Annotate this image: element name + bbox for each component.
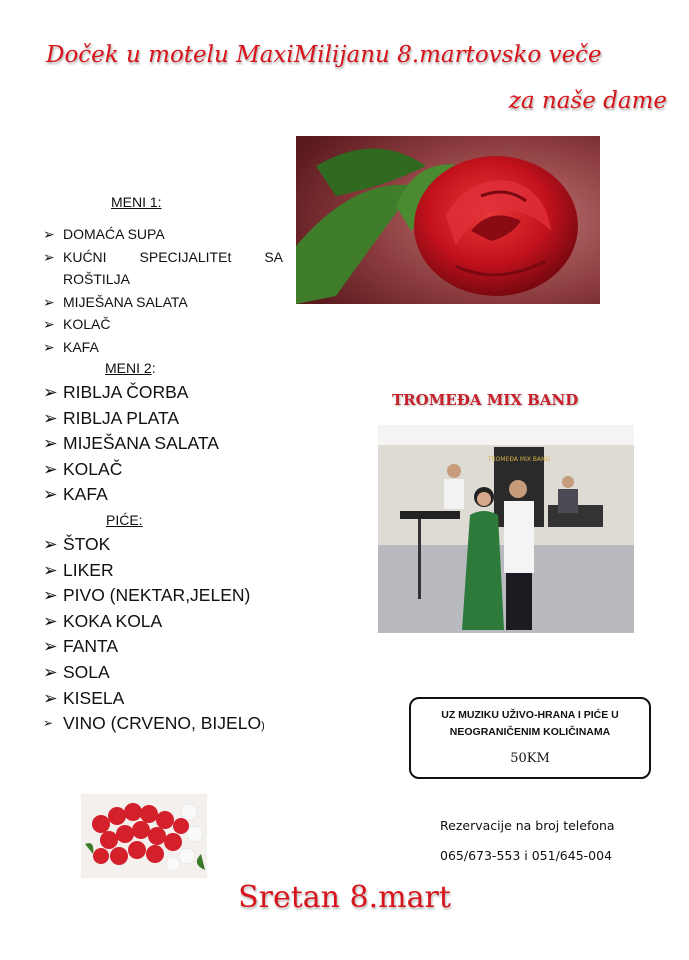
list-item: ➢ MIJEŠANA SALATA (43, 431, 219, 457)
offer-line1: UZ MUZIKU UŽIVO-HRANA I PIĆE U (441, 709, 619, 721)
bouquet-photo (81, 794, 207, 878)
list-item: ➢ KOKA KOLA (43, 609, 265, 635)
page-subtitle: za naše dame (508, 88, 667, 114)
arrow-bullet-icon: ➢ (43, 661, 58, 682)
arrow-bullet-icon: ➢ (43, 458, 58, 479)
reservation-label: Rezervacije na broj telefona (440, 818, 615, 833)
list-item: ➢ FANTA (43, 634, 265, 660)
arrow-bullet-icon: ➢ (43, 338, 55, 355)
arrow-bullet-icon: ➢ (43, 407, 58, 428)
arrow-bullet-icon: ➢ (43, 585, 58, 606)
arrow-bullet-icon: ➢ (43, 610, 58, 631)
menu2-heading: MENI 2: (105, 360, 156, 376)
offer-price: 50KM (510, 751, 550, 766)
arrow-bullet-icon: ➢ (43, 248, 55, 265)
list-item: ➢ KOLAČ (43, 313, 283, 336)
list-item: ➢ LIKER (43, 558, 265, 584)
arrow-bullet-icon: ➢ (43, 316, 55, 332)
offer-box (409, 697, 651, 779)
offer-line2: NEOGRANIČENIM KOLIČINAMA (449, 726, 611, 738)
list-item: ➢ KAFA (43, 336, 283, 359)
list-item: ➢ PIVO (NEKTAR,JELEN) (43, 583, 265, 609)
reservation-phones: 065/673-553 i 051/645-004 (440, 848, 613, 863)
list-item: ➢ SOLA (43, 660, 265, 686)
arrow-bullet-icon: ➢ (43, 226, 55, 242)
menu1-list (43, 223, 283, 358)
arrow-bullet-icon: ➢ (43, 636, 58, 657)
arrow-bullet-icon: ➢ (43, 687, 58, 708)
list-item: ➢ KOLAČ (43, 457, 219, 483)
drinks-heading: PIĆE: (106, 512, 143, 528)
arrow-bullet-icon: ➢ (43, 433, 58, 454)
band-title: TROMEĐA MIX BAND (392, 391, 579, 409)
list-item: ➢ RIBLJA PLATA (43, 406, 219, 432)
menu2-list (43, 380, 219, 508)
arrow-bullet-icon: ➢ (43, 293, 55, 310)
list-item: ➢ VINO (CRVENO, BIJELO) (43, 711, 265, 737)
arrow-bullet-icon: ➢ (43, 534, 58, 554)
list-item: ➢ KISELA (43, 686, 265, 712)
band-photo (378, 425, 634, 633)
list-item: ➢ MIJEŠANA SALATA (43, 291, 283, 314)
rose-image (296, 136, 600, 304)
list-item: ➢ RIBLJA ČORBA (43, 380, 219, 406)
drinks-list (43, 532, 265, 737)
list-item: ➢ KUĆNI SPECIJALITEt SA ROŠTILJA (43, 246, 283, 291)
arrow-bullet-icon: ➢ (43, 484, 58, 505)
arrow-bullet-icon: ➢ (43, 559, 58, 580)
list-item: ➢ DOMAĆA SUPA (43, 223, 283, 246)
bouquet-image (81, 794, 207, 878)
footer-greeting: Sretan 8.mart (238, 880, 451, 915)
menu1-heading: MENI 1: (111, 194, 162, 210)
banner-text: TROMEĐA MIX BAND (487, 456, 551, 463)
rose-photo (296, 136, 600, 304)
list-item: ➢ ŠTOK (43, 532, 265, 558)
list-item: ➢ KAFA (43, 482, 219, 508)
arrow-bullet-icon: ➢ (43, 382, 58, 402)
arrow-bullet-icon: ➢ (43, 716, 54, 731)
page-title: Doček u motelu MaxiMilijanu 8.martovsko veče (46, 42, 602, 68)
band-image (378, 425, 634, 633)
